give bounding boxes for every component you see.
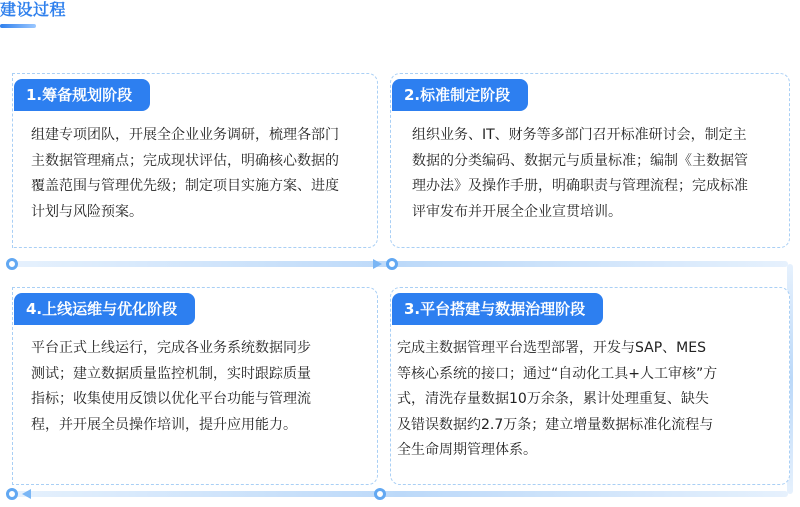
stage-4-text: 平台正式上线运行，完成各业务系统数据同步 测试；建立数据质量监控机制，实时跟踪质量 指标；收集使用反馈以优化平台功能与管理流 程，并开展全员操作培训，提升应用能力。 <box>31 340 311 433</box>
stage-3-text: 完成主数据管理平台选型部署，开发与SAP、MES 等核心系统的接口；通过“自动化工具+人工审核”方 式，清洗存量数据10万余条，累计处理重复、缺失 及错误数据约2.7万条；建立增量数据标准化流程与 全生命周期管理体系。 <box>397 340 718 458</box>
flow-node-bottom-left <box>6 488 18 500</box>
arrow-left-icon <box>22 489 31 499</box>
stage-3-tag: 3.平台搭建与数据治理阶段 <box>392 293 603 325</box>
stage-1-text: 组建专项团队，开展全企业业务调研，梳理各部门 主数据管理痛点；完成现状评估，明确核心数据的 覆盖范围与管理优先级；制定项目实施方案、进度 计划与风险预案。 <box>31 127 339 220</box>
flow-line-top <box>12 261 788 267</box>
flow-node-top-right <box>386 258 398 270</box>
flow-node-top-left <box>6 258 18 270</box>
stage-1-tag: 1.筹备规划阶段 <box>14 79 150 111</box>
section-title: 建设过程 <box>0 0 67 19</box>
stage-2-tag: 2.标准制定阶段 <box>392 79 528 111</box>
flow-node-bottom-right <box>374 488 386 500</box>
title-underline <box>0 24 36 28</box>
stage-4-tag: 4.上线运维与优化阶段 <box>14 293 195 325</box>
stage-2-text: 组织业务、IT、财务等多部门召开标准研讨会，制定主 数据的分类编码、数据元与质量标准；编制《主数据管 理办法》及操作手册，明确职责与管理流程；完成标准 评审发布并开展全企业宣贯培训。 <box>412 127 748 220</box>
flow-line-bottom <box>12 491 788 497</box>
arrow-right-icon <box>373 259 382 269</box>
